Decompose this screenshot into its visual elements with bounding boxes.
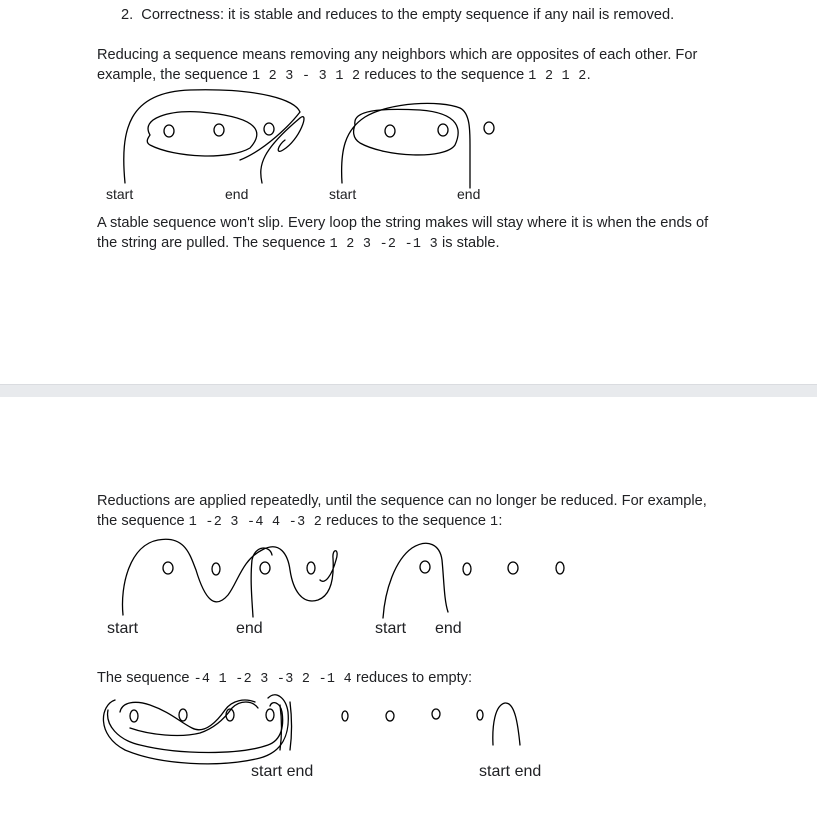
stable-para-line1: A stable sequence won't slip. Every loop the string makes will stay where it is when the ends of <box>97 215 709 231</box>
list-number: 2. <box>121 7 134 23</box>
fig2-end-label: end <box>435 620 462 637</box>
repeat-para-line2: the sequence 1 -2 3 -4 4 -3 2 reduces to the sequence 1: <box>97 513 503 530</box>
sequence-code: 1 <box>490 515 499 530</box>
fig1-start-label: start <box>329 186 357 202</box>
sequence-code: 1 2 1 2 <box>528 69 587 84</box>
sequence-code: 1 -2 3 -4 4 -3 2 <box>188 515 323 530</box>
sequence-code: 1 2 3 -2 -1 3 <box>329 237 438 252</box>
list-text: Correctness: it is stable and reduces to the empty sequence if any nail is removed. <box>141 7 675 23</box>
fig3-start-end-label: start end <box>251 763 314 780</box>
reduce-para-line1: Reducing a sequence means removing any neighbors which are opposites of each other. For <box>97 47 698 63</box>
fig1-end-label: end <box>457 186 481 202</box>
repeat-para-line1: Reductions are applied repeatedly, until the sequence can no longer be reduced. For example, <box>97 493 707 509</box>
fig3-start-end-label: start end <box>479 763 542 780</box>
sequence-code: -4 1 -2 3 -3 2 -1 4 <box>193 672 352 687</box>
fig1-start-label: start <box>106 186 134 202</box>
sequence-code: 1 2 3 - 3 1 2 <box>251 69 361 84</box>
stable-para-line2: the string are pulled. The sequence 1 2 3 -2 -1 3 is stable. <box>97 235 500 252</box>
fig2-start-label: start <box>107 620 139 637</box>
fig1-end-label: end <box>225 186 249 202</box>
fig2-start-label: start <box>375 620 407 637</box>
fig2-end-label: end <box>236 620 263 637</box>
empty-para: The sequence -4 1 -2 3 -3 2 -1 4 reduces to empty: <box>97 670 473 687</box>
reduce-para-line2: example, the sequence 1 2 3 - 3 1 2 reduces to the sequence 1 2 1 2. <box>97 67 591 84</box>
